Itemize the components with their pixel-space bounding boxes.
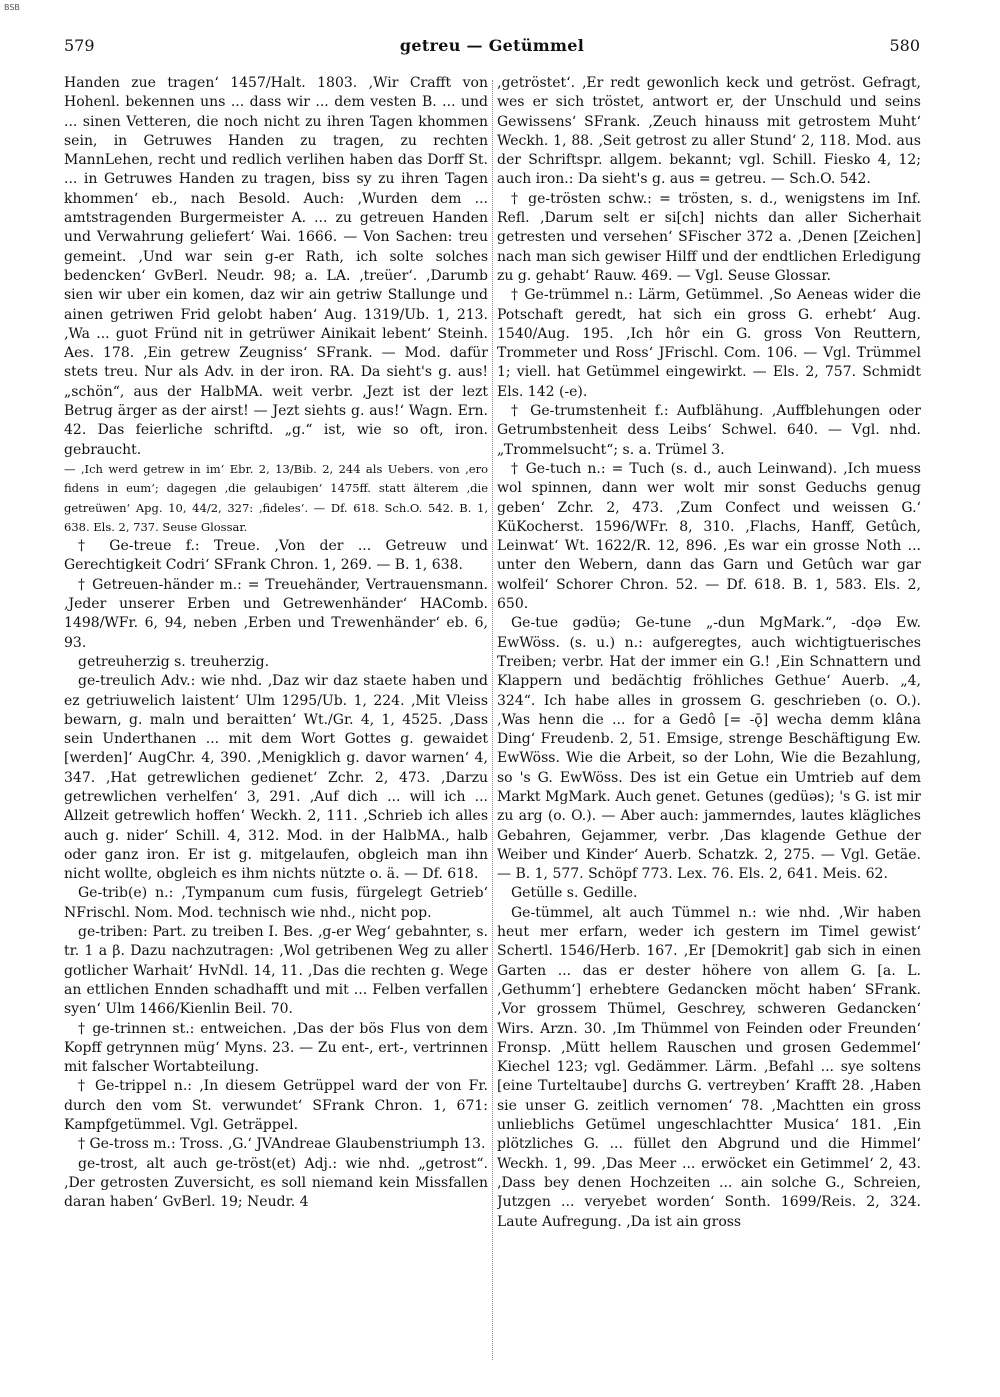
- dictionary-entry: † Ge-trippel n.: ‚In diesem Getrüppel ward der von Fr. durch den vom St. verwundet‘ SFrank Chron. 1, 671: Kampfgetümmel. Vgl. Geträppel.: [64, 1078, 488, 1134]
- dictionary-entry: † ge-trinnen st.: entweichen. ‚Das der bös Flus von dem Kopff getrynnen müg‘ Myns. 23. — Zu ent-, ert-, vertrinnen mit falscher Wortabteilung.: [64, 1020, 488, 1076]
- dictionary-entry: Getülle s. Gedille.: [511, 885, 638, 902]
- dictionary-entry: ge-trost, alt auch ge-tröst(et) Adj.: wie nhd. „getrost“. ‚Der getrosten Zuversicht, es soll niemand kein Missfallen daran haben‘ GvBerl. 19; Neudr. 4: [64, 1155, 488, 1211]
- dictionary-entry: ge-triben: Part. zu treiben I. Bes. ‚g-er Weg‘ gebahnter, s. tr. 1 a β. Dazu nachzutragen: ‚Wol getribenen Weg zu aller gotlicher Warhait‘ HvNdl. 14, 11. ‚Das die rechten g. Wege an ettlichen Ennden schadhafft und mit ... Felben verfallen syen‘ Ulm 1466/Kienlin Beil. 70.: [64, 924, 488, 1018]
- dictionary-entry: ge-treulich Adv.: wie nhd. ‚Daz wir daz staete haben und ez getriuwelich laistent‘ Ulm 1295/Ub. 1, 224. ‚Mit Vleiss bewarn, g. maln und beraitten‘ Wt./Gr. 4, 1, 4525. ‚Dass sein Underthanen ... mit dem Wort Gottes g. gewaidet [werden]‘ AugChr. 4, 390. ‚Menigklich g. davor warnen‘ 4, 347. ‚Hat getrewlichen gedienet‘ Zchr. 2, 473. ‚Darzu getrewlichen verhelfen‘ 3, 291. ‚Auf dich ... will ich ... Allzeit getrewlich hoffen‘ Weckh. 2, 111. ‚Schrieb ich alles auch g. nider‘ Schill. 4, 312. Mod. in der HalbMA., halb oder ganz iron. Er ist g. mitgelaufen, obgleich man ihn nicht wollte, obgleich es ihm nichts nützte o. ä. — Df. 618.: [64, 673, 488, 883]
- right-column: [497, 74, 921, 1374]
- library-stamp: BSB: [4, 3, 20, 12]
- dictionary-entry: Ge-tue gədüə; Ge-tune „-dun MgMark.“, -dǫə Ew. EwWöss. (s. u.) n.: aufgeregtes, auch wichtigtuerisches Treiben; verbr. Hat der immer ein G.! ‚Ein Schnattern und Klappern und bedächtig fröhliches Gethue‘ Auerb. „4, 324“. Ich habe alles in grossem G. geschrieben (o. O.). ‚Was henn die ... for a Gedô [= -ǭ] wecha demm klâna Ding‘ Freudenb. 2, 51. Emsige, strenge Beschäftigung Ew. EwWöss. Wie die Arbeit, so der Lohn, Wie die Bezahlung, so 's G. EwWöss. Des ist ein Getue ein Umtrieb auf dem Markt MgMark. Auch genet. Getunes (gedüəs); 's G. ist mir zu arg (o. O.). — Aber auch: jammerndes, lautes klägliches Gebahren, Gejammer, verbr. ‚Das klagende Gethue der Weiber und Kinder‘ Auerb. Schatzk. 2, 275. — Vgl. Getäe. — B. 1, 577. Schöpf 773. Lex. 76. Els. 2, 641. Meis. 62.: [497, 615, 921, 883]
- running-header: [64, 36, 920, 60]
- dictionary-entry: Ge-trib(e) n.: ‚Tympanum cum fusis, fürgelegt Getrieb‘ NFrischl. Nom. Mod. technisch wie nhd., nicht pop.: [64, 885, 488, 921]
- dictionary-entry: † ge-trösten schw.: = trösten, s. d., wenigstens im Inf. Refl. ‚Darum selt er si[ch] nichts dan aller Sicherhait getresten und versehen‘ SFischer 372 a. ‚Denen [Zeichen] nach man sich gewiser Hilff und der endtlichen Erledigung zu g. gehabt‘ Rauw. 469. — Vgl. Seuse Glossar.: [497, 190, 921, 284]
- dictionary-entry: — ‚Ich werd getrew in im‘ Ebr. 2, 13/Bib. 2, 244 als Uebers. von ‚ero fidens in eum‘; dagegen ‚die gelaubigen‘ 1475ff. statt älterem ‚die getreüwen‘ Apg. 10, 44/2, 327: ‚fideles‘. — Df. 618. Sch.O. 542. B. 1, 638. Els. 2, 737. Seuse Glossar.: [64, 461, 488, 534]
- dictionary-entry: Ge-tümmel, alt auch Tümmel n.: wie nhd. ‚Wir haben heut mer erfarn, weder ich gestern im Timel gewist‘ Schertl. 1546/Herb. 167. ‚Er [Demokrit] gab sich in einen Garten ... das er dester höhere von allem G. [a. L. ‚Gethumm‘] erhebtere Gedancken möcht haben‘ SFrank. ‚Vor grossem Thümel, Geschrey, schweren Gedancken‘ Wirs. Arzn. 30. ‚Im Thümmel von Feinden oder Freunden‘ Fronsp. ‚Mütt hellem Rauschen und grosen Gedemmel‘ Kiechel 123; vgl. Gedämmer. Lärm. ‚Befahl ... sye soltens [eine Turteltaube] durchs G. vertreyben‘ Krafft 28. ‚Haben sie unser G. zeitlich vernomen‘ 78. ‚Machtten ein gross unlieblichs Getümel ungeschlachtter Musica‘ 181. ‚Ein plötzliches G. ... füllet den Abgrund und die Himmel‘ Weckh. 1, 99. ‚Das Meer ... erwöcket ein Getimmel‘ 2, 43. ‚Dass bey denen Hochzeiten ... ain solche G., Schreien, Jutzgen ... veryebet worden‘ Sonth. 1699/Reis. 2, 324. Laute Aufregung. ‚Da ist ain gross: [497, 904, 921, 1230]
- dictionary-entry: † Ge-trümmel n.: Lärm, Getümmel. ‚So Aeneas wider die Potschaft geredt, hat sich ein gross G. erhebt‘ Aug. 1540/Aug. 195. ‚Ich hôr ein G. gross Von Reuttern, Trommeter und Ross‘ JFrischl. Com. 106. — Vgl. Trümmel 1; viell. hat Getümmel eingewirkt. — Els. 2, 757. Schmidt Els. 142 (-e).: [497, 287, 921, 400]
- page-title: getreu — Getümmel: [399, 36, 585, 55]
- dictionary-entry: Handen zue tragen‘ 1457/Halt. 1803. ‚Wir Crafft von Hohenl. bekennen uns ... dass wir ... dem vesten B. ... und ... sinen Vetteren, die noch nicht zu ihren Tagen khommen sein, in Getruwes Handen zu tragen, zu rechten MannLehen, recht und redlich verlihen haben das Dorff St. ... in Getruwes Handen zu tragen, biss sy zu ihren Tagen khommen‘ eb., nach Besold. Auch: ‚Wurden dem ... amtstragenden Burgermeister A. ... zu getreuen Handen und Verwahrung geliefert‘ Wai. 1666. — Von Sachen: treu gemeint. ‚Und war sein g-er Rath, ich solte solches bedencken‘ GvBerl. Neudr. 98; a. LA. ‚treüer‘. ‚Darumb sien wir uber ein komen, daz wir ain getriw Stallunge und ainen getriwen Frid gelobt haben‘ Aug. 1319/Ub. 1, 213. ‚Wa ... guot Fründ nit in getrüwer Ainikait lebent‘ Steinh. Aes. 178. ‚Ein getrew Zeugniss‘ SFrank. — Mod. dafür stets treu. Nur als Adv. in der iron. RA. Da sieht's g. aus! „schön“, aus der HalbMA. weit verbr. ‚Jezt ist der lezt Betrug ärger as der airst! — Jezt siehts g. aus!‘ Wagn. Ern. 42. Das feierliche schriftd. „g.“ ist, wie so oft, iron. gebraucht.: [64, 75, 488, 458]
- dictionary-entry: † Ge-tross m.: Tross. ‚G.‘ JVAndreae Glaubenstriumph 13.: [78, 1136, 486, 1153]
- column-divider: [492, 80, 493, 1360]
- dictionary-entry: getreuherzig s. treuherzig.: [78, 653, 270, 670]
- page-number-right: 580: [889, 36, 920, 55]
- dictionary-entry: † Getreuen-händer m.: = Treuehänder, Vertrauensmann. ‚Jeder unserer Erben und Getrewenhänder‘ HAComb. 1498/WFr. 6, 94, neben ‚Erben und Trewenhänder‘ eb. 6, 93.: [64, 576, 488, 651]
- dictionary-entry: † Ge-tuch n.: = Tuch (s. d., auch Leinwand). ‚Ich muess wol spinnen, dann wer wolt mir sonst Geduchs genug geben‘ Zchr. 2, 473. ‚Zum Confect und weissen G.‘ KüKocherst. 1596/WFr. 8, 310. ‚Flachs, Hanff, Getûch, Leinwat‘ Wt. 1622/R. 12, 896. ‚Es war ein grosse Noth ... unter den Webern, dann das Garn und Getûch war gar wolfeil‘ Schorer Chron. 52. — Df. 618. B. 1, 583. Els. 2, 650.: [497, 460, 921, 613]
- dictionary-entry: ‚getröstet‘. ‚Er redt gewonlich keck und getröst. Gefragt, wes er sich tröstet, antwort er, der Unschuld und seins Gewissens‘ SFrank. ‚Zeuch hinauss mit getrostem Muht‘ Weckh. 1, 88. ‚Seit getrost zu aller Stund‘ 2, 118. Mod. aus der Schriftspr. allgem. bekannt; vgl. Schill. Fiesko 4, 12; auch iron.: Da sieht's g. aus = getreu. — Sch.O. 542.: [497, 75, 921, 188]
- left-column: [64, 74, 488, 1374]
- dictionary-entry: † Ge-treue f.: Treue. ‚Von der ... Getreuw und Gerechtigkeit Codri‘ SFrank Chron. 1, 269. — B. 1, 638.: [64, 538, 488, 574]
- page-number-left: 579: [64, 36, 95, 55]
- dictionary-entry: † Ge-trumstenheit f.: Aufblähung. ‚Auffblehungen oder Getrumbstenheit dess Leibs‘ Schwel. 640. — Vgl. nhd. „Trommelsucht“; s. a. Trümel 3.: [497, 403, 921, 458]
